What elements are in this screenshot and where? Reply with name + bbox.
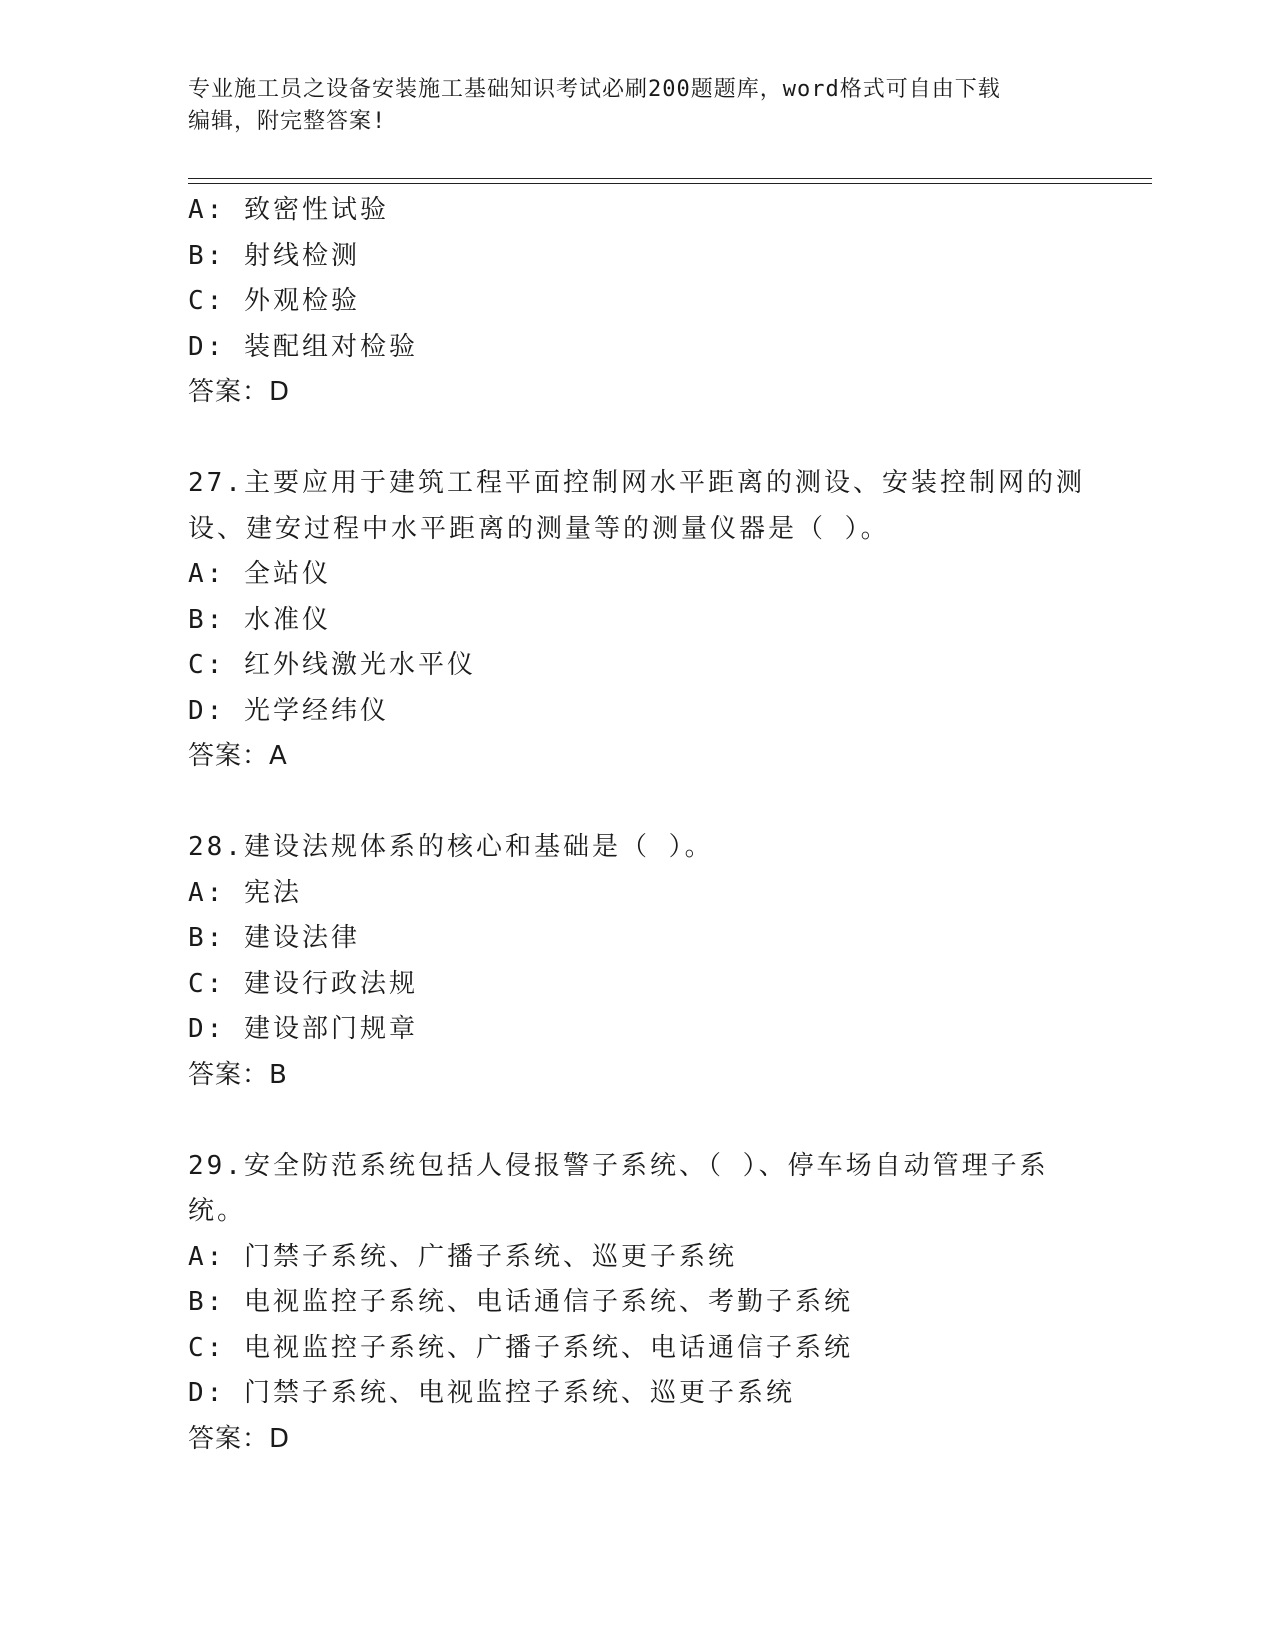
option-b: B: 水准仪	[188, 604, 331, 635]
option-a: A: 门禁子系统、广播子系统、巡更子系统	[188, 1241, 737, 1272]
option-c: C: 外观检验	[188, 286, 360, 316]
option-d: D: 建设部门规章	[188, 1014, 418, 1044]
option-b: B: 电视监控子系统、电话通信子系统、考勤子系统	[188, 1287, 853, 1317]
question-stem-line-2: 设、建安过程中水平距离的测量等的测量仪器是（ ）。	[188, 513, 890, 544]
option-c: C: 建设行政法规	[188, 968, 418, 999]
question-list	[188, 188, 1088, 1462]
option-b: B: 建设法律	[188, 923, 360, 953]
header-divider-bottom	[188, 183, 1152, 184]
document-header	[188, 74, 1088, 138]
answer: 答案：D	[188, 1423, 291, 1454]
answer: 答案：B	[188, 1059, 288, 1090]
header-divider-top	[188, 178, 1152, 179]
question-27	[188, 461, 1088, 780]
option-c: C: 红外线激光水平仪	[188, 650, 476, 680]
option-a: A: 全站仪	[188, 559, 331, 589]
option-d: D: 光学经纬仪	[188, 695, 389, 726]
option-a: A: 宪法	[188, 877, 302, 908]
answer: 答案：A	[188, 741, 288, 771]
question-stem-line-2: 统。	[188, 1196, 247, 1226]
question-stem-line-1: 27.主要应用于建筑工程平面控制网水平距离的测设、安装控制网的测	[188, 468, 1085, 498]
option-b: B: 射线检测	[188, 240, 360, 271]
option-d: D: 装配组对检验	[188, 331, 418, 362]
question-stem-line-1: 29.安全防范系统包括人侵报警子系统、（ ）、停车场自动管理子系	[188, 1150, 1049, 1181]
question-28	[188, 825, 1088, 1098]
question-26	[188, 188, 1088, 416]
header-line-2: 编辑，附完整答案!	[188, 109, 387, 134]
question-stem-line-1: 28.建设法规体系的核心和基础是（ ）。	[188, 832, 714, 862]
option-a: A: 致密性试验	[188, 195, 389, 225]
option-d: D: 门禁子系统、电视监控子系统、巡更子系统	[188, 1378, 795, 1408]
option-c: C: 电视监控子系统、广播子系统、电话通信子系统	[188, 1332, 853, 1363]
header-line-1: 专业施工员之设备安装施工基础知识考试必刷200题题库，word格式可自由下载	[188, 77, 1001, 102]
answer: 答案：D	[188, 377, 291, 407]
question-29	[188, 1144, 1088, 1463]
